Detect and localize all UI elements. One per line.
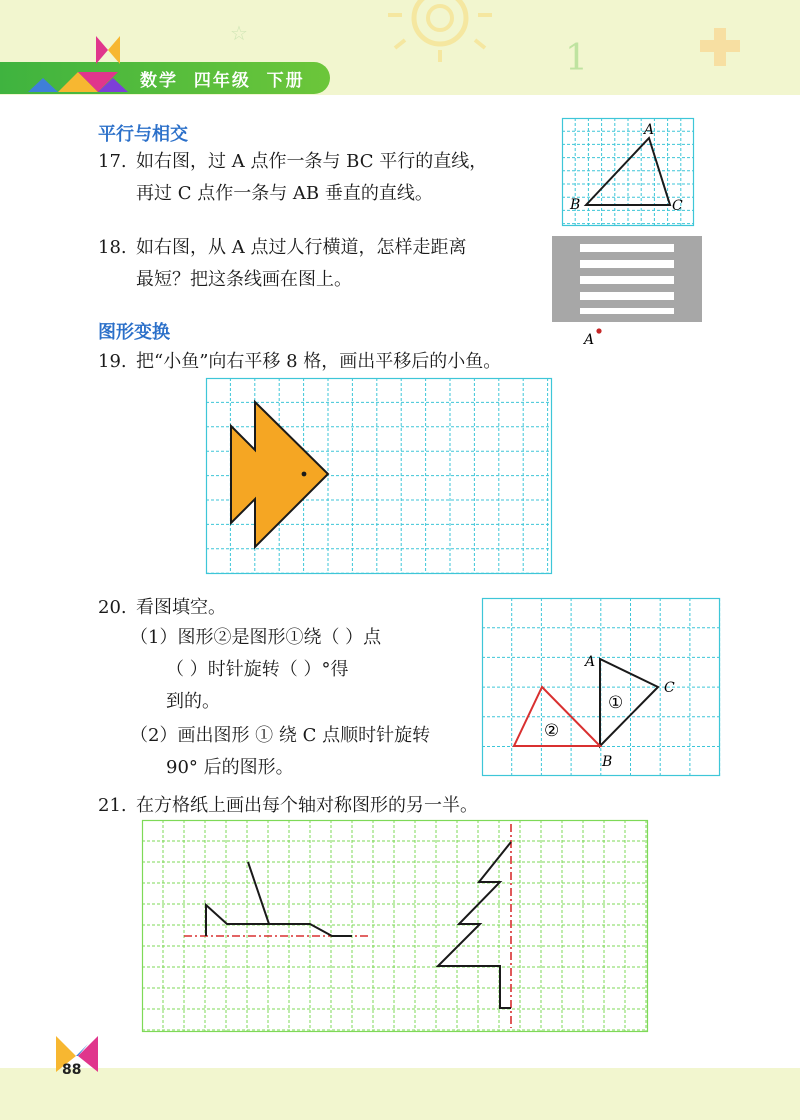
question-number: 18. <box>98 237 127 258</box>
q20-grid-rotation <box>482 598 720 776</box>
section-title-parallel: 平行与相交 <box>98 124 188 145</box>
question-21 <box>98 790 478 822</box>
question-number: 20. <box>98 597 127 618</box>
label-a: A <box>644 122 655 138</box>
section-title-transform: 图形变换 <box>98 322 170 343</box>
question-20 <box>98 592 226 624</box>
q19-grid-fish <box>206 378 552 574</box>
question-text: 在方格纸上画出每个轴对称图形的另一半。 <box>136 795 478 816</box>
question-text: 把“小鱼”向右平移 8 格，画出平移后的小鱼。 <box>136 351 502 372</box>
q20-part2-line1: （2）画出图形 ① 绕 C 点顺时针旋转 <box>130 725 431 746</box>
sun-decoration <box>230 0 800 95</box>
question-text-line1: 如右图，从 A 点过人行横道，怎样走距离 <box>136 237 467 258</box>
question-number: 17. <box>98 151 127 172</box>
page-number: 88 <box>62 1062 82 1078</box>
label-c: C <box>672 198 683 214</box>
question-title: 看图填空。 <box>136 597 226 618</box>
label-a: A <box>585 654 596 670</box>
tangram-logo <box>18 30 128 96</box>
point-a <box>596 328 601 333</box>
svg-text:1: 1 <box>565 38 588 79</box>
question-number: 19. <box>98 351 127 372</box>
q17-grid-figure <box>562 118 694 226</box>
svg-text:☆: ☆ <box>230 21 248 45</box>
crosswalk-figure <box>552 236 704 348</box>
q20-part2-line2: 90° 后的图形。 <box>166 757 294 778</box>
question-18 <box>98 232 466 296</box>
label-shape-2: ② <box>544 721 560 741</box>
label-b: B <box>602 754 613 770</box>
question-17 <box>98 146 487 210</box>
q20-part1-line2: （ ）时针旋转（ ）°得 <box>166 659 349 680</box>
bottom-decor-band <box>0 1068 800 1120</box>
fish-eye <box>302 472 307 477</box>
question-text-line1: 如右图，过 A 点作一条与 BC 平行的直线， <box>136 151 488 172</box>
question-text-line2: 再过 C 点作一条与 AB 垂直的直线。 <box>136 183 433 204</box>
label-b: B <box>570 197 581 213</box>
half-shape-left <box>206 862 352 936</box>
q21-grid-symmetry <box>142 820 648 1032</box>
question-19 <box>98 346 501 378</box>
label-point-a: A <box>584 332 595 348</box>
q20-part1-line3: 到的。 <box>166 691 220 712</box>
header-title: 数学 四年级 下册 <box>140 71 305 91</box>
q20-part1-line1: （1）图形②是图形①绕（ ）点 <box>130 627 382 648</box>
label-c: C <box>664 680 675 696</box>
question-number: 21. <box>98 795 127 816</box>
label-shape-1: ① <box>608 693 624 713</box>
question-text-line2: 最短？把这条线画在图上。 <box>136 269 352 290</box>
